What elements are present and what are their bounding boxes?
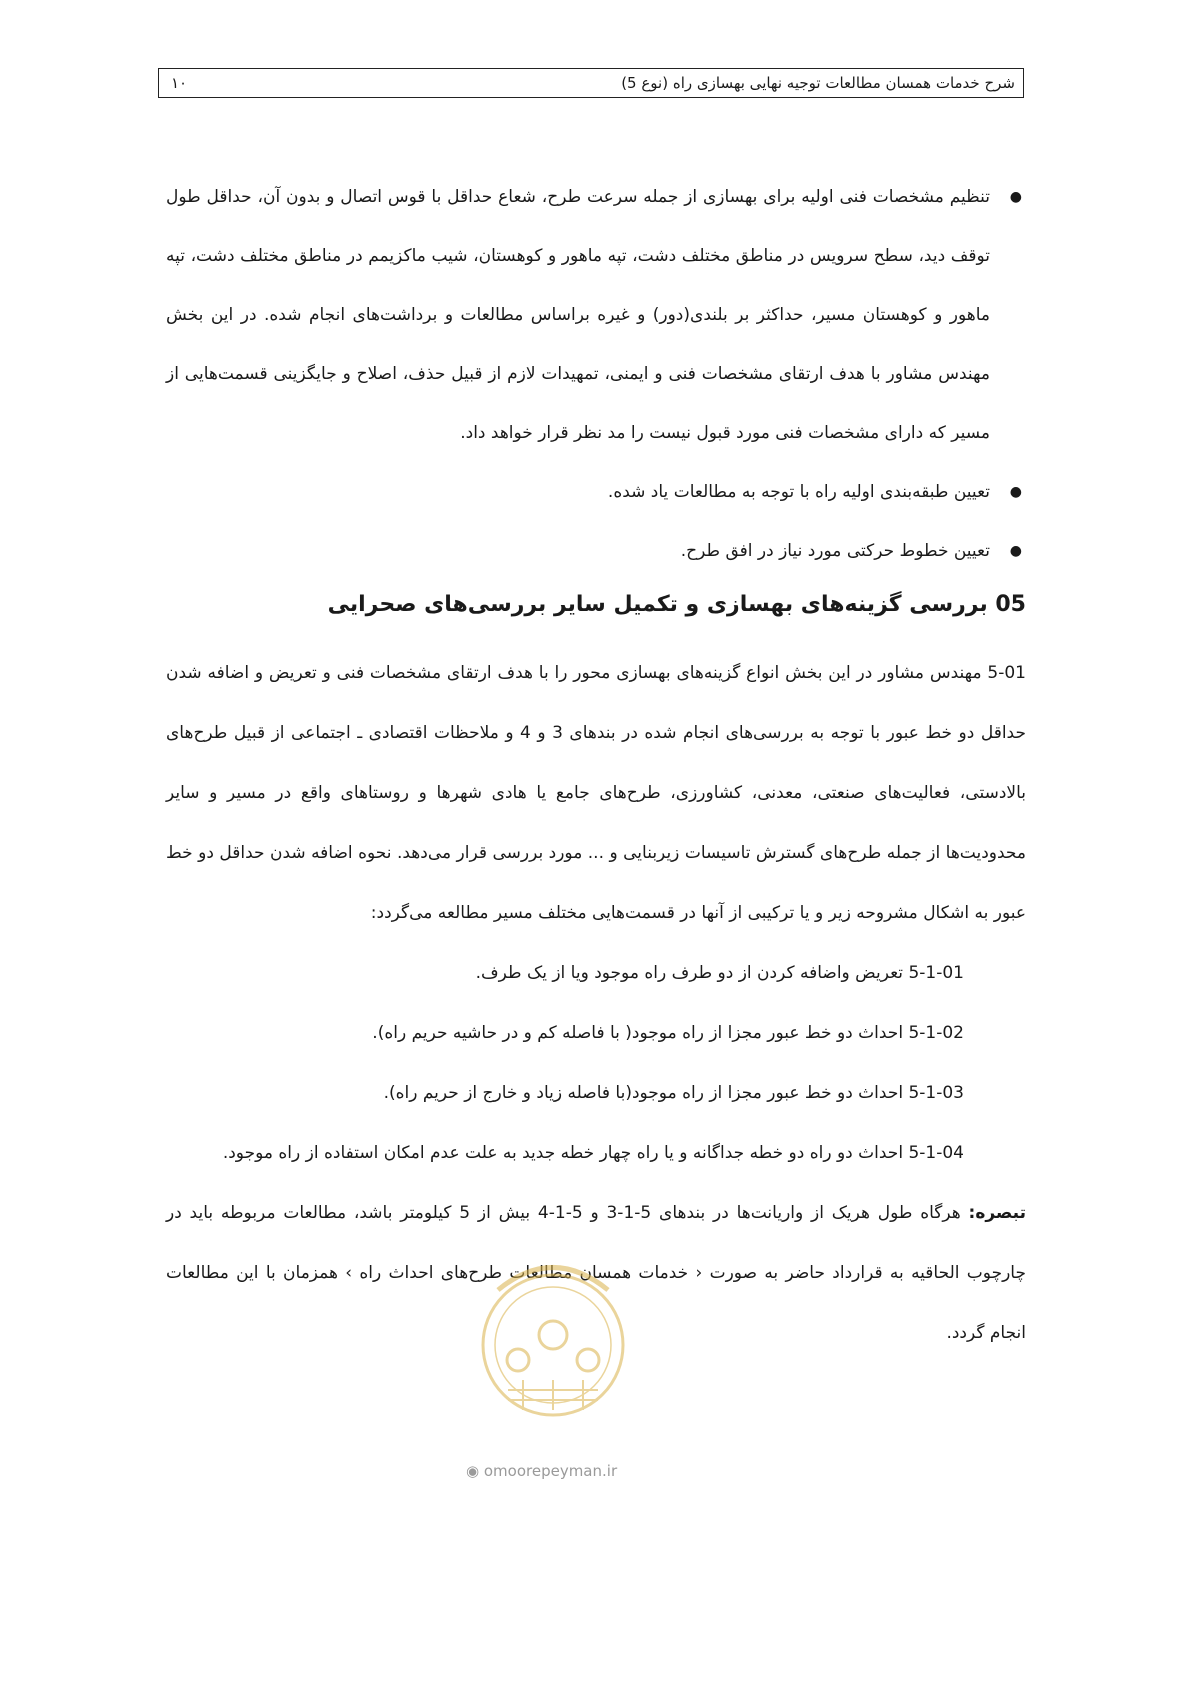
- page-header: [158, 68, 1024, 98]
- watermark-url: ◉ omoorepeyman.ir: [466, 1462, 618, 1480]
- sub-item: 5-1-03 احداث دو خط عبور مجزا از راه موجود(با فاصله زیاد و خارج از حریم راه).: [383, 1083, 964, 1103]
- sub-item: 5-1-01 تعریض واضافه کردن از دو طرف راه موجود ویا از یک طرف.: [475, 963, 964, 983]
- sub-item: 5-1-04 احداث دو راه دو خطه جداگانه و یا راه چهار خطه جدید به علت عدم امکان استفاده از راه موجود.: [222, 1143, 964, 1163]
- bullet-item: ● تعیین طبقه‌بندی اولیه راه با توجه به مطالعات یاد شده.: [166, 463, 1026, 522]
- section-heading: 05 بررسی گزینه‌های بهسازی و تکمیل سایر بررسی‌های صحرایی: [327, 592, 1026, 617]
- note-text: هرگاه طول هریک از واریانت‌ها در بندهای 5-1-3 و 5-1-4 بیش از 5 کیلومتر باشد، مطالعات مربوطه باید در چارچوب الحاقیه به قرارداد حاضر به صورت ‹ خدمات همسان مطالعات طرح‌های احداث راه › همزمان با این مطالعات انجام گردد.: [166, 1203, 1026, 1343]
- watermark-icon: ◉: [466, 1462, 484, 1480]
- bullet-item: ● تعیین خطوط حرکتی مورد نیاز در افق طرح.: [166, 522, 1026, 581]
- header-title: شرح خدمات همسان مطالعات توجیه نهایی بهسازی راه (نوع 5): [621, 74, 1015, 92]
- page-body: [166, 168, 1026, 1363]
- page-number: ۱۰: [171, 74, 188, 92]
- bullet-list: [166, 168, 1026, 581]
- note-label: تبصره:: [968, 1203, 1026, 1223]
- body-paragraph: 5-01 مهندس مشاور در این بخش انواع گزینه‌های بهسازی محور را با هدف ارتقای مشخصات فنی و تعریض و اضافه شدن حداقل دو خط عبور با توجه به بررسی‌های انجام شده در بندهای 3 و 4 و ملاحظات اقتصادی ـ اجتماعی از قبیل طرح‌های بالادستی، فعالیت‌های صنعتی، معدنی، کشاورزی، طرح‌های جامع یا هادی شهرها و روستاهای واقع در مسیر و سایر محدودیت‌ها از جمله طرح‌های گسترش تاسیسات زیربنایی و ... مورد بررسی قرار می‌دهد. نحوه اضافه شدن حداقل دو خط عبور به اشکال مشروحه زیر و یا ترکیبی از آنها در قسمت‌هایی مختلف مسیر مطالعه می‌گردد:: [166, 663, 1026, 923]
- watermark-logo: [468, 1250, 638, 1435]
- bullet-item: ● تنظیم مشخصات فنی اولیه برای بهسازی از جمله سرعت طرح، شعاع حداقل با قوس اتصال و بدون آن، حداقل طول توقف دید، سطح سرویس در مناطق مختلف دشت، تپه ماهور و کوهستان، شیب ماکزیمم در مناطق مختلف دشت، تپه ماهور و کوهستان مسیر، حداکثر بر بلندی(دور) و غیره براساس مطالعات و برداشت‌های انجام شده. در این بخش مهندس مشاور با هدف ارتقای مشخصات فنی و ایمنی، تمهیدات لازم از قبیل حذف، اصلاح و جایگزینی قسمت‌هایی از مسیر که دارای مشخصات فنی مورد قبول نیست را مد نظر قرار خواهد داد.: [166, 168, 1026, 463]
- sub-item: 5-1-02 احداث دو خط عبور مجزا از راه موجود( با فاصله کم و در حاشیه حریم راه).: [372, 1023, 964, 1043]
